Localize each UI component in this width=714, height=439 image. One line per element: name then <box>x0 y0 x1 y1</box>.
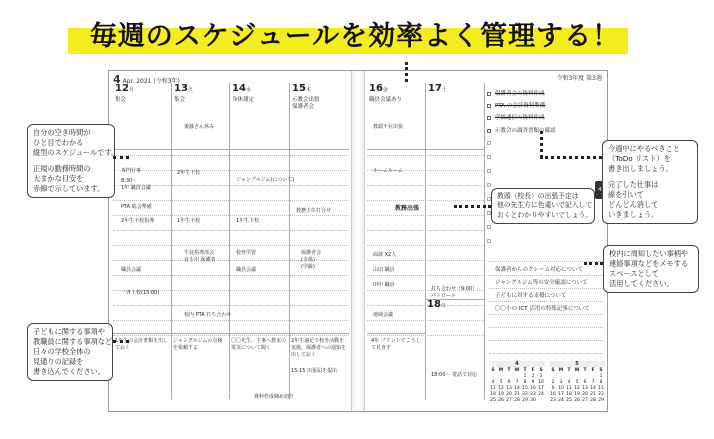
calendar-weekday: S <box>551 368 555 373</box>
schedule-entry: 保護者会 <box>301 250 322 256</box>
calendar-day: 11 <box>566 386 572 391</box>
schedule-entry: 一斉上校(15:00) <box>121 290 160 296</box>
calendar-day: 21 <box>514 392 520 397</box>
calendar-weekday: F <box>591 368 595 373</box>
calendar-day: 14 <box>590 386 596 391</box>
day-number: 13火 <box>174 83 193 94</box>
calendar-day: 4 <box>567 380 571 385</box>
separator <box>113 149 349 150</box>
leader-dots <box>540 131 543 158</box>
calendar-day: 2 <box>551 380 555 385</box>
calendar-day <box>581 374 589 379</box>
schedule-entry: 打ち合わせ（9:00） <box>431 286 478 292</box>
checkbox-icon[interactable] <box>487 116 491 120</box>
calendar-month: 4 <box>489 361 545 367</box>
calendar-day: 24 <box>538 392 544 397</box>
day-note: 1年生の会計書類を出しておく <box>115 338 169 351</box>
schedule-entry: 1年 職員会議 <box>121 185 151 191</box>
checkbox-icon[interactable] <box>487 183 491 187</box>
schedule-entry: 1年生下校 <box>236 218 260 224</box>
todo-item[interactable]: 示教会の調査書類の確認 <box>487 126 556 134</box>
calendar-day: 19 <box>498 392 504 397</box>
calendar-day <box>549 374 557 379</box>
calendar-day: 18 <box>566 392 572 397</box>
checkbox-icon[interactable] <box>487 92 491 96</box>
schedule-entry: (全体) <box>301 257 315 263</box>
schedule-entry: 2年生下校指導 <box>121 218 155 224</box>
memo-text: 子どもに対する支援について <box>495 293 567 299</box>
day-event: 示教会出張 <box>292 97 320 103</box>
calendar-day <box>489 374 497 379</box>
day-number: 12月 <box>115 83 134 94</box>
calendar-day: 23 <box>530 392 536 397</box>
calendar-weekday: M <box>558 368 564 373</box>
day-number: 15木 <box>292 83 311 94</box>
day-note: 15:15 出張届を提出 <box>291 368 337 374</box>
memo-text: ジャングルジム等の安全確認について <box>495 280 588 286</box>
note-text: 教頭不在出張 <box>373 124 404 130</box>
memo-text: 〇〇小の ICT 活用の特集記事について <box>495 306 590 312</box>
schedule-entry: 面談 X2人 <box>373 252 397 258</box>
calendar-day: 29 <box>522 398 528 403</box>
day-note: 2年生遠足で校外活動を実施。保護者への通知を出しておく <box>291 338 347 358</box>
memo-line <box>489 275 603 276</box>
calendar-weekday: S <box>599 368 603 373</box>
schedule-entry: 校外学習 <box>236 250 257 256</box>
schedule-entry: 地域会議 <box>373 312 394 318</box>
right-page-header: 令和3年度 第3週 <box>556 75 602 82</box>
calendar-day: 9 <box>551 386 555 391</box>
calendar-day: 17 <box>558 392 564 397</box>
day-event: 集会 <box>174 97 186 103</box>
calendar-day: 3 <box>559 380 563 385</box>
calendar-day: 13 <box>506 386 512 391</box>
memo-line <box>489 301 603 302</box>
day-number: 14水 <box>232 83 251 94</box>
calendar-day: 18 <box>490 392 496 397</box>
calendar-day: 2 <box>531 374 535 379</box>
notes-separator <box>367 333 425 334</box>
left-page <box>109 71 349 411</box>
right-hour-grid <box>367 155 484 335</box>
calendar-day: 4 <box>491 380 495 385</box>
note-text: 後藤さん休み <box>184 124 215 130</box>
calendar-day: 20 <box>582 392 588 397</box>
day-note: ジャングルジムの点検を依頼する <box>173 338 223 351</box>
calendar-day <box>557 374 565 379</box>
calendar-day <box>573 374 581 379</box>
schedule-entry: (学級) <box>301 264 315 270</box>
checkbox-icon[interactable] <box>487 141 491 145</box>
calendar-day: 15 <box>522 386 528 391</box>
calendar-day: 1 <box>599 374 603 379</box>
calendar-day: 27 <box>582 398 588 403</box>
memo-line <box>489 340 603 341</box>
calendar-weekday: T <box>507 368 511 373</box>
month-number: 4 <box>113 73 121 86</box>
checkbox-icon[interactable] <box>487 104 491 108</box>
calendar-weekday: S <box>539 368 543 373</box>
calendar-weekday: T <box>523 368 527 373</box>
day-event: 集会 <box>115 97 127 103</box>
calendar-day: 13 <box>582 386 588 391</box>
todo-memo-column <box>484 83 607 399</box>
calendar-day: 10 <box>558 386 564 391</box>
day-event: 職員会議あり <box>369 97 403 103</box>
calendar-day <box>537 398 545 403</box>
calendar-weekday: T <box>567 368 571 373</box>
notes-separator <box>113 333 349 334</box>
schedule-entry: 職員会議 <box>236 267 257 273</box>
page-title: 毎週のスケジュールを効率よく管理する！ <box>89 21 621 52</box>
schedule-entry: 校内 PTA 打ち合わせ <box>184 312 232 318</box>
calendar-day: 20 <box>506 392 512 397</box>
calendar-day: 10 <box>538 380 544 385</box>
callout-todo-list: 今週中にやるべきこと （ToDo リスト）を 書き出しましょう。 完了した仕事は 線を引いて どんどん消して いきましょう。 <box>602 140 698 224</box>
day-event: 身体測定 <box>232 97 255 103</box>
calendar-day: 27 <box>506 398 512 403</box>
calendar-weekday: S <box>491 368 495 373</box>
calendar-day: 6 <box>583 380 587 385</box>
day-number-18: 18日 <box>427 299 446 310</box>
schedule-entry: 田中 職員 <box>373 282 395 288</box>
separator <box>367 149 484 150</box>
calendar-day: 24 <box>558 398 564 403</box>
calendar-day: 25 <box>566 398 572 403</box>
calendar-day: 5 <box>575 380 579 385</box>
calendar-weekday: F <box>531 368 535 373</box>
day-sub-event: 保護者会 <box>292 104 315 110</box>
leader-dots <box>454 205 491 208</box>
mini-calendar <box>489 361 545 403</box>
leader-dots <box>584 262 603 265</box>
calendar-day <box>513 374 521 379</box>
day-note: 4年 プリントでこうして見直す <box>371 338 421 351</box>
calendar-day: 16 <box>550 392 556 397</box>
calendar-day <box>505 374 513 379</box>
schedule-entry: 職員会議 <box>121 267 142 273</box>
calendar-day: 28 <box>590 398 596 403</box>
planner-spread <box>108 70 608 412</box>
callout-vertical-schedule: 自分の空き時間が ひと目でわかる 縦型のスケジュールです。 正規の勤務時間の 大まかな目安を 赤線で示しています。 <box>27 124 115 198</box>
calendar-day: 9 <box>531 380 535 385</box>
day-number: 16金 <box>369 83 388 94</box>
calendar-day: 23 <box>550 398 556 403</box>
calendar-day: 12 <box>498 386 504 391</box>
calendar-weekday: W <box>574 368 580 373</box>
schedule-entry: 教務主任打合せ <box>296 208 332 214</box>
calendar-month: 5 <box>549 361 605 367</box>
schedule-entry: ジャンプルジム(について) <box>236 177 295 183</box>
calendar-day: 6 <box>507 380 511 385</box>
title-area <box>0 0 714 60</box>
calendar-day: 22 <box>598 392 604 397</box>
calendar-day: 30 <box>530 398 536 403</box>
memo-line <box>489 314 603 315</box>
calendar-day <box>589 374 597 379</box>
calendar-day: 3 <box>539 374 543 379</box>
calendar-day: 5 <box>499 380 503 385</box>
day-note: 〇〇先生、主事へ教室の電気について聞く <box>231 338 287 351</box>
leader-dots <box>405 62 408 82</box>
calendar-day: 17 <box>538 386 544 391</box>
calendar-day: 28 <box>514 398 520 403</box>
schedule-entry: 8:30～ <box>121 178 138 184</box>
todo-item[interactable]: PTA の会計資料準備 <box>487 101 545 109</box>
calendar-day: 14 <box>514 386 520 391</box>
checkbox-icon[interactable] <box>487 129 491 133</box>
callout-daily-notes: 子どもに関する事項や 教職員に関する事項など 日々の学校全体の 見通りの記録を 書き込んでください。 <box>27 323 113 381</box>
day-number: 17土 <box>428 83 447 94</box>
calendar-day: 26 <box>498 398 504 403</box>
calendar-day: 7 <box>591 380 595 385</box>
day-note: 18:00～ 電話で対応 <box>431 372 477 378</box>
calendar-day: 1 <box>523 374 527 379</box>
principal-trip-entry: 教務出張 <box>395 205 420 212</box>
calendar-grid <box>549 368 605 403</box>
checkbox-icon[interactable] <box>487 239 491 243</box>
memo-line <box>489 353 603 354</box>
todo-item[interactable]: 保護者会の資料作成 <box>487 89 545 97</box>
calendar-day: 7 <box>515 380 519 385</box>
calendar-day: 29 <box>598 398 604 403</box>
month-year-label: Apr. 2021 (令和3年) <box>122 78 180 85</box>
calendar-day: 19 <box>574 392 580 397</box>
leader-dots <box>540 156 602 159</box>
calendar-day <box>497 374 505 379</box>
calendar-day: 26 <box>574 398 580 403</box>
todo-item[interactable]: 学級通信の資料作成 <box>487 113 545 121</box>
checkbox-icon[interactable] <box>487 155 491 159</box>
left-hour-grid <box>113 155 349 335</box>
calendar-day: 8 <box>523 380 527 385</box>
calendar-grid <box>489 368 545 403</box>
schedule-entry: 生徒指導部会 <box>184 250 215 256</box>
calendar-day: 15 <box>598 386 604 391</box>
leader-dots <box>113 340 129 343</box>
schedule-entry: 1年生下校 <box>177 218 201 224</box>
memo-line <box>489 327 603 328</box>
calendar-day: 21 <box>590 392 596 397</box>
checkbox-icon[interactable] <box>487 225 491 229</box>
calendar-weekday: T <box>583 368 587 373</box>
mini-calendar <box>549 361 605 403</box>
leader-dots <box>113 156 129 159</box>
schedule-entry: 山田 職員 <box>373 267 395 273</box>
callout-principal-trip: 教頭（校長）の出張予定は 他の先生方に色違いで記入して おくとわかりやすいでしょう。 <box>491 188 595 224</box>
calendar-day <box>565 374 573 379</box>
calendar-weekday: M <box>498 368 504 373</box>
callout-memo-space: 校内に周知したい事柄や 連絡事項などをメモする スペースとして 活用してください。 <box>603 245 699 293</box>
calendar-day: 12 <box>574 386 580 391</box>
month-index-tab[interactable]: 4 <box>595 181 605 199</box>
schedule-entry: 有小川 保護者 <box>184 257 216 263</box>
checkbox-icon[interactable] <box>487 169 491 173</box>
right-page <box>367 71 608 411</box>
memo-line <box>489 288 603 289</box>
calendar-day: 11 <box>490 386 496 391</box>
calendar-day: 22 <box>522 392 528 397</box>
schedule-entry: ホームルーム <box>373 168 404 174</box>
schedule-entry: 専門行事 <box>121 168 142 174</box>
calendar-day: 25 <box>490 398 496 403</box>
day-note: 資料作成締め切り <box>254 394 295 400</box>
schedule-entry: パトロール <box>431 293 456 299</box>
calendar-day: 8 <box>599 380 603 385</box>
schedule-entry: 2年生下校 <box>177 170 201 176</box>
memo-text: 保護者からのクレーム対応について <box>495 267 583 273</box>
calendar-weekday: W <box>514 368 520 373</box>
schedule-entry: PTA 総会準備 <box>121 204 152 210</box>
binding-spine <box>351 71 365 411</box>
calendar-day: 16 <box>530 386 536 391</box>
